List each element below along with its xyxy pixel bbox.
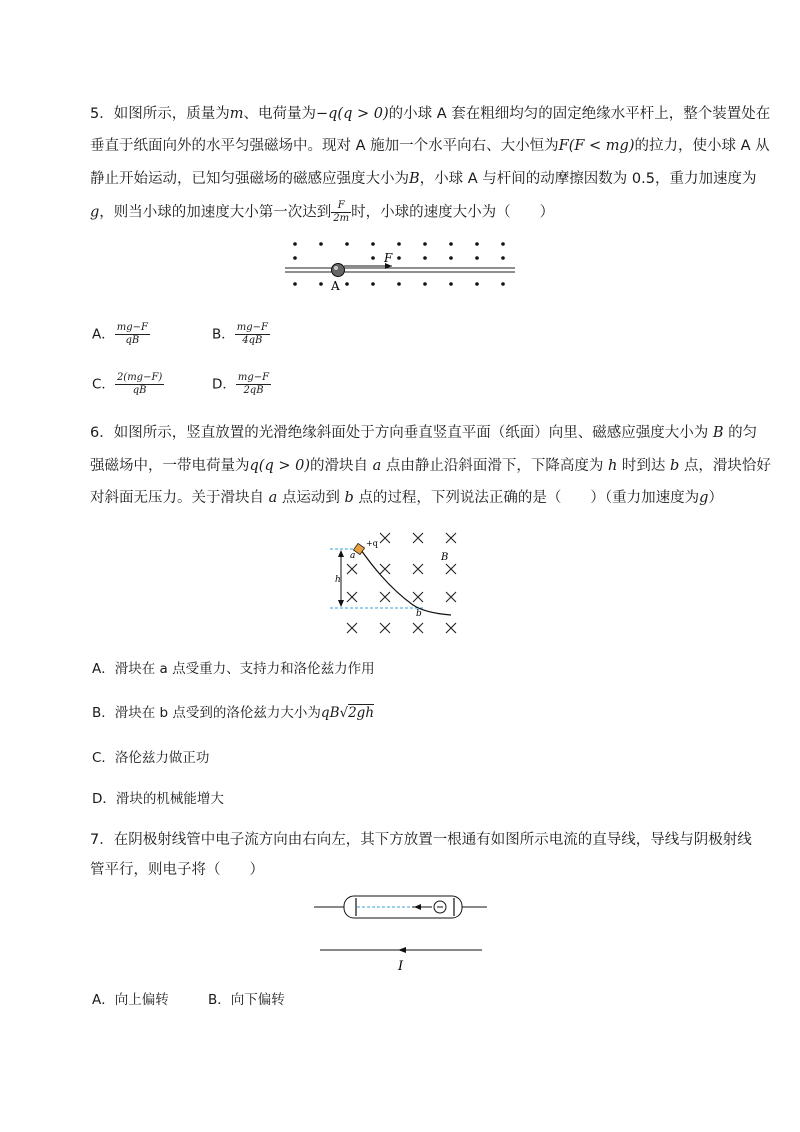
- q5-figure: [280, 238, 520, 294]
- q6-option-d[interactable]: D．滑块的机械能增大: [92, 791, 224, 807]
- force-label: F: [384, 251, 393, 265]
- q5-option-b[interactable]: B． $\frac{mg-F}{4qB}$: [212, 322, 268, 346]
- height-label: h: [335, 575, 341, 585]
- field-dot: [449, 242, 453, 246]
- field-dot: [397, 282, 401, 286]
- field-dot: [397, 256, 401, 260]
- q5-line-1: 5．如图所示，质量为m、电荷量为−q(q > 0)的小球 A 套在粗细均匀的固定绝缘水平杆上，整个装置处在: [90, 106, 771, 122]
- field-cross: [413, 592, 423, 602]
- q7-option-a[interactable]: A．向上偏转: [92, 992, 169, 1008]
- field-dot: [293, 282, 297, 286]
- q6-option-a[interactable]: A．滑块在 a 点受重力、支持力和洛伦兹力作用: [92, 661, 375, 677]
- field-cross: [413, 533, 423, 543]
- field-dot: [319, 242, 323, 246]
- field-cross: [347, 564, 357, 574]
- field-dot: [319, 282, 323, 286]
- ball-a: [332, 264, 345, 277]
- field-dot: [293, 242, 297, 246]
- field-dot: [449, 282, 453, 286]
- q6-figure: [325, 525, 475, 640]
- q7-option-b[interactable]: B．向下偏转: [208, 992, 285, 1008]
- q5-line-2: 垂直于纸面向外的水平匀强磁场中。现对 A 施加一个水平向右、大小恒为F(F < mg)的拉力，使小球 A 从: [90, 138, 770, 154]
- field-dot: [397, 242, 401, 246]
- q6-option-b[interactable]: B．滑块在 b 点受到的洛伦兹力大小为qB√2gh: [92, 705, 375, 721]
- q7-line-1: 7．在阴极射线管中电子流方向由右向左，其下方放置一根通有如图所示电流的直导线，导线与阴极射线: [90, 832, 752, 848]
- field-cross: [446, 533, 456, 543]
- field-b-label: B: [441, 552, 449, 563]
- field-dot: [423, 256, 427, 260]
- field-dot: [475, 256, 479, 260]
- field-dot: [345, 282, 349, 286]
- field-dot: [423, 282, 427, 286]
- field-cross: [413, 623, 423, 633]
- field-dot: [449, 256, 453, 260]
- field-cross: [347, 592, 357, 602]
- incline-curve: [359, 547, 451, 615]
- field-cross: [347, 623, 357, 633]
- q5-line-4: g，则当小球的加速度大小第一次达到 $\frac{F}{2m}$ 时，小球的速度大小为（ ）: [90, 200, 555, 224]
- field-dot: [501, 242, 505, 246]
- field-cross: [446, 564, 456, 574]
- field-cross: [413, 564, 423, 574]
- field-dot: [501, 282, 505, 286]
- field-dot: [345, 242, 349, 246]
- field-dot: [423, 242, 427, 246]
- field-dot: [475, 242, 479, 246]
- field-cross: [380, 533, 390, 543]
- q5-option-d[interactable]: D． $\frac{mg-F}{2qB}$: [212, 372, 270, 396]
- field-cross: [380, 592, 390, 602]
- magnetic-field-dots: [293, 242, 505, 286]
- q7-line-2: 管平行，则电子将（ ）: [90, 862, 264, 878]
- point-a-label: a: [350, 551, 356, 561]
- field-cross: [446, 592, 456, 602]
- field-dot: [293, 256, 297, 260]
- point-b-label: b: [416, 609, 422, 619]
- field-cross: [446, 623, 456, 633]
- field-dot: [371, 282, 375, 286]
- charge-label: +q: [366, 539, 378, 548]
- q6-line-3: 对斜面无压力。关于滑块自 a 点运动到 b 点的过程，下列说法正确的是（ ）（重力加速度为g）: [90, 490, 723, 506]
- q6-option-c[interactable]: C．洛伦兹力做正功: [92, 750, 210, 766]
- field-dot: [501, 256, 505, 260]
- fraction-f-over-2m: $\frac{F}{2m}$: [333, 200, 350, 224]
- current-label: I: [398, 959, 404, 974]
- field-dot: [475, 282, 479, 286]
- field-cross: [380, 623, 390, 633]
- q5-option-c[interactable]: C． $\frac{2(mg-F)}{qB}$: [92, 372, 163, 396]
- q5-option-a[interactable]: A． $\frac{mg-F}{qB}$: [92, 322, 148, 346]
- q6-line-1: 6．如图所示，竖直放置的光滑绝缘斜面处于方向垂直竖直平面（纸面）向里、磁感应强度大小为 B 的匀: [90, 425, 758, 441]
- field-dot: [371, 256, 375, 260]
- q5-line-3: 静止开始运动，已知匀强磁场的磁感应强度大小为B，小球 A 与杆间的动摩擦因数为 0.5，重力加速度为: [90, 171, 757, 187]
- q7-figure: [312, 888, 492, 974]
- q6-line-2: 强磁场中，一带电荷量为q(q > 0)的滑块自 a 点由静止沿斜面滑下，下降高度为 h 时到达 b 点，滑块恰好: [90, 458, 771, 474]
- field-cross: [380, 564, 390, 574]
- field-dot: [371, 242, 375, 246]
- ball-label: A: [331, 279, 340, 293]
